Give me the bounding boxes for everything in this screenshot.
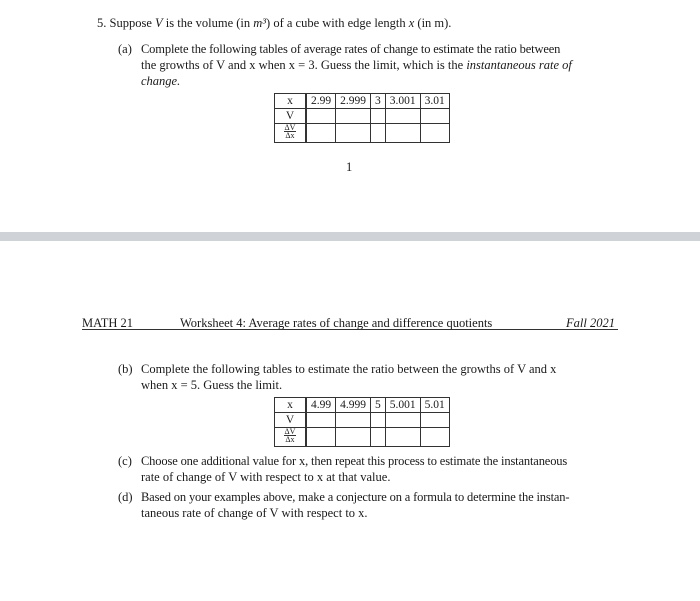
table-row-x bbox=[275, 398, 450, 413]
part-b-line-2: when x = 5. Guess the limit. bbox=[141, 378, 283, 392]
table-cell-empty[interactable] bbox=[336, 124, 371, 143]
table-cell: 5.01 bbox=[420, 398, 449, 413]
table-cell: 3 bbox=[371, 94, 386, 109]
table-header-ratio bbox=[275, 124, 307, 143]
part-d-line-1: Based on your examples above, make a conjecture on a formula to determine the instan- bbox=[141, 490, 570, 504]
part-a-text bbox=[141, 41, 621, 89]
table-cell: 2.999 bbox=[336, 94, 371, 109]
part-d-text bbox=[141, 489, 621, 521]
problem-stem: 5. Suppose V is the volume (in m³) of a cube with edge length x (in m). bbox=[97, 16, 452, 30]
part-c-label: (c) bbox=[118, 454, 132, 468]
page-number: 1 bbox=[346, 160, 353, 174]
part-c-line-1: Choose one additional value for x, then repeat this process to estimate the instantaneous bbox=[141, 454, 568, 468]
part-c-text bbox=[141, 453, 621, 485]
header-term: Fall 2021 bbox=[566, 316, 615, 330]
table-cell-empty[interactable] bbox=[420, 109, 449, 124]
table-cell-empty[interactable] bbox=[385, 109, 420, 124]
table-cell-empty[interactable] bbox=[306, 109, 336, 124]
table-header-ratio bbox=[275, 428, 307, 447]
table-cell-empty[interactable] bbox=[371, 124, 386, 143]
table-cell: 5.001 bbox=[385, 398, 420, 413]
table-cell-empty[interactable] bbox=[336, 109, 371, 124]
part-d-label: (d) bbox=[118, 490, 133, 504]
table-cell-empty[interactable] bbox=[371, 109, 386, 124]
table-row-ratio bbox=[275, 124, 450, 143]
table-cell: 3.01 bbox=[420, 94, 449, 109]
header-title: Worksheet 4: Average rates of change and difference quotients bbox=[180, 316, 493, 330]
table-header-x: x bbox=[275, 94, 307, 109]
part-d-line-2: taneous rate of change of V with respect to x. bbox=[141, 506, 368, 520]
table-header-x: x bbox=[275, 398, 307, 413]
table-header-v: V bbox=[275, 109, 307, 124]
table-header-v: V bbox=[275, 413, 307, 428]
table-cell: 4.99 bbox=[306, 398, 336, 413]
table-cell-empty[interactable] bbox=[306, 428, 336, 447]
page-1 bbox=[0, 0, 700, 232]
part-b-label: (b) bbox=[118, 362, 133, 376]
part-c-line-2: rate of change of V with respect to x at that value. bbox=[141, 470, 391, 484]
page-2 bbox=[0, 241, 700, 601]
part-b-text bbox=[141, 361, 621, 393]
part-a-line-3: change. bbox=[141, 74, 181, 88]
table-cell-empty[interactable] bbox=[306, 124, 336, 143]
table-cell: 3.001 bbox=[385, 94, 420, 109]
page-separator bbox=[0, 232, 700, 241]
table-row-x bbox=[275, 94, 450, 109]
table-cell-empty[interactable] bbox=[371, 413, 386, 428]
table-row-v bbox=[275, 413, 450, 428]
table-cell-empty[interactable] bbox=[336, 428, 371, 447]
table-cell-empty[interactable] bbox=[385, 124, 420, 143]
table-cell: 5 bbox=[371, 398, 386, 413]
ratio-fraction: $\frac{\Delta V}{\Delta x}$ bbox=[284, 123, 296, 140]
table-cell-empty[interactable] bbox=[420, 124, 449, 143]
table-row-ratio bbox=[275, 428, 450, 447]
part-a-label: (a) bbox=[118, 42, 132, 56]
header-rule bbox=[82, 329, 618, 330]
table-cell: 2.99 bbox=[306, 94, 336, 109]
header-course: MATH 21 bbox=[82, 316, 134, 330]
table-row-v bbox=[275, 109, 450, 124]
table-cell: 4.999 bbox=[336, 398, 371, 413]
ratio-fraction: $\frac{\Delta V}{\Delta x}$ bbox=[284, 427, 296, 444]
part-a-line-1: Complete the following tables of average rates of change to estimate the ratio between bbox=[141, 42, 561, 56]
table-cell-empty[interactable] bbox=[385, 413, 420, 428]
table-cell-empty[interactable] bbox=[336, 413, 371, 428]
table-cell-empty[interactable] bbox=[371, 428, 386, 447]
part-a-table bbox=[274, 93, 450, 143]
part-b-line-1: Complete the following tables to estimate the ratio between the growths of V and x bbox=[141, 362, 557, 376]
table-cell-empty[interactable] bbox=[385, 428, 420, 447]
table-cell-empty[interactable] bbox=[306, 413, 336, 428]
part-a-line-2: the growths of V and x when x = 3. Guess the limit, which is the instantaneous rate of bbox=[141, 58, 572, 72]
table-cell-empty[interactable] bbox=[420, 428, 449, 447]
problem-number: 5. bbox=[97, 16, 107, 30]
table-cell-empty[interactable] bbox=[420, 413, 449, 428]
part-b-table bbox=[274, 397, 450, 447]
